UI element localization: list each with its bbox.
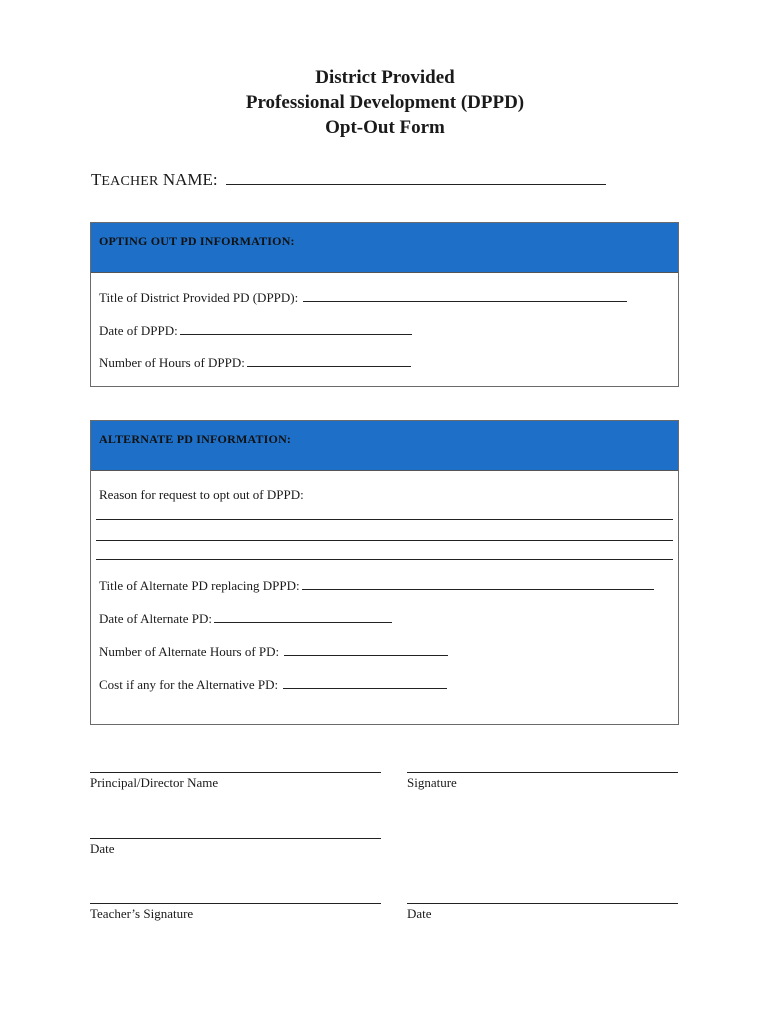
dppd-title-label: Title of District Provided PD (DPPD): bbox=[99, 290, 299, 305]
alt-date-label: Date of Alternate PD: bbox=[99, 611, 212, 626]
teacher-signature-label: Teacher’s Signature bbox=[90, 906, 194, 921]
reason-line-1[interactable] bbox=[96, 519, 673, 520]
dppd-date-field[interactable] bbox=[180, 333, 412, 335]
dppd-hours-field[interactable] bbox=[247, 365, 411, 367]
dppd-title-row bbox=[99, 290, 627, 306]
date-label-2: Date bbox=[407, 906, 432, 921]
reason-row bbox=[99, 487, 304, 503]
form-title-line-1: District Provided bbox=[315, 67, 455, 88]
date-line-1[interactable] bbox=[90, 838, 381, 839]
dppd-date-row bbox=[99, 323, 412, 339]
alternate-header bbox=[91, 421, 678, 471]
teacher-signature-line[interactable] bbox=[90, 903, 381, 904]
principal-name-line[interactable] bbox=[90, 772, 381, 773]
teacher-name-label: NAME: bbox=[162, 170, 218, 189]
dppd-hours-row bbox=[99, 355, 411, 371]
alt-hours-field[interactable] bbox=[284, 654, 448, 656]
alt-cost-field[interactable] bbox=[283, 687, 447, 689]
teacher-label-rest: EACHER bbox=[101, 174, 159, 189]
opting-out-section bbox=[90, 222, 679, 387]
signature-line[interactable] bbox=[407, 772, 678, 773]
alt-hours-label: Number of Alternate Hours of PD: bbox=[99, 644, 280, 659]
alt-title-label: Title of Alternate PD replacing DPPD: bbox=[99, 578, 300, 593]
alt-title-row bbox=[99, 578, 654, 594]
alt-cost-row bbox=[99, 677, 447, 693]
alternate-header-text: ALTERNATE PD INFORMATION: bbox=[99, 432, 292, 446]
reason-line-2[interactable] bbox=[96, 540, 673, 541]
alt-cost-label: Cost if any for the Alternative PD: bbox=[99, 677, 279, 692]
opting-out-header bbox=[91, 223, 678, 273]
dppd-hours-label: Number of Hours of DPPD: bbox=[99, 355, 245, 370]
dppd-date-label: Date of DPPD: bbox=[99, 323, 178, 338]
teacher-label-initial: T bbox=[91, 170, 102, 189]
principal-name-label: Principal/Director Name bbox=[90, 775, 219, 790]
reason-label: Reason for request to opt out of DPPD: bbox=[99, 487, 304, 502]
alt-hours-row bbox=[99, 644, 448, 660]
alt-date-field[interactable] bbox=[214, 621, 392, 623]
alt-date-row bbox=[99, 611, 392, 627]
form-title-line-2: Professional Development (DPPD) bbox=[245, 92, 525, 113]
dppd-title-field[interactable] bbox=[303, 300, 627, 302]
teacher-name-row bbox=[91, 170, 606, 190]
signature-label: Signature bbox=[407, 775, 457, 790]
date-label-1: Date bbox=[90, 841, 115, 856]
date-line-2[interactable] bbox=[407, 903, 678, 904]
alternate-section bbox=[90, 420, 679, 725]
alt-title-field[interactable] bbox=[302, 588, 654, 590]
form-title-line-3: Opt-Out Form bbox=[325, 117, 445, 138]
teacher-name-field[interactable] bbox=[226, 183, 606, 185]
opting-out-header-text: OPTING OUT PD INFORMATION: bbox=[99, 234, 295, 248]
reason-line-3[interactable] bbox=[96, 559, 673, 560]
